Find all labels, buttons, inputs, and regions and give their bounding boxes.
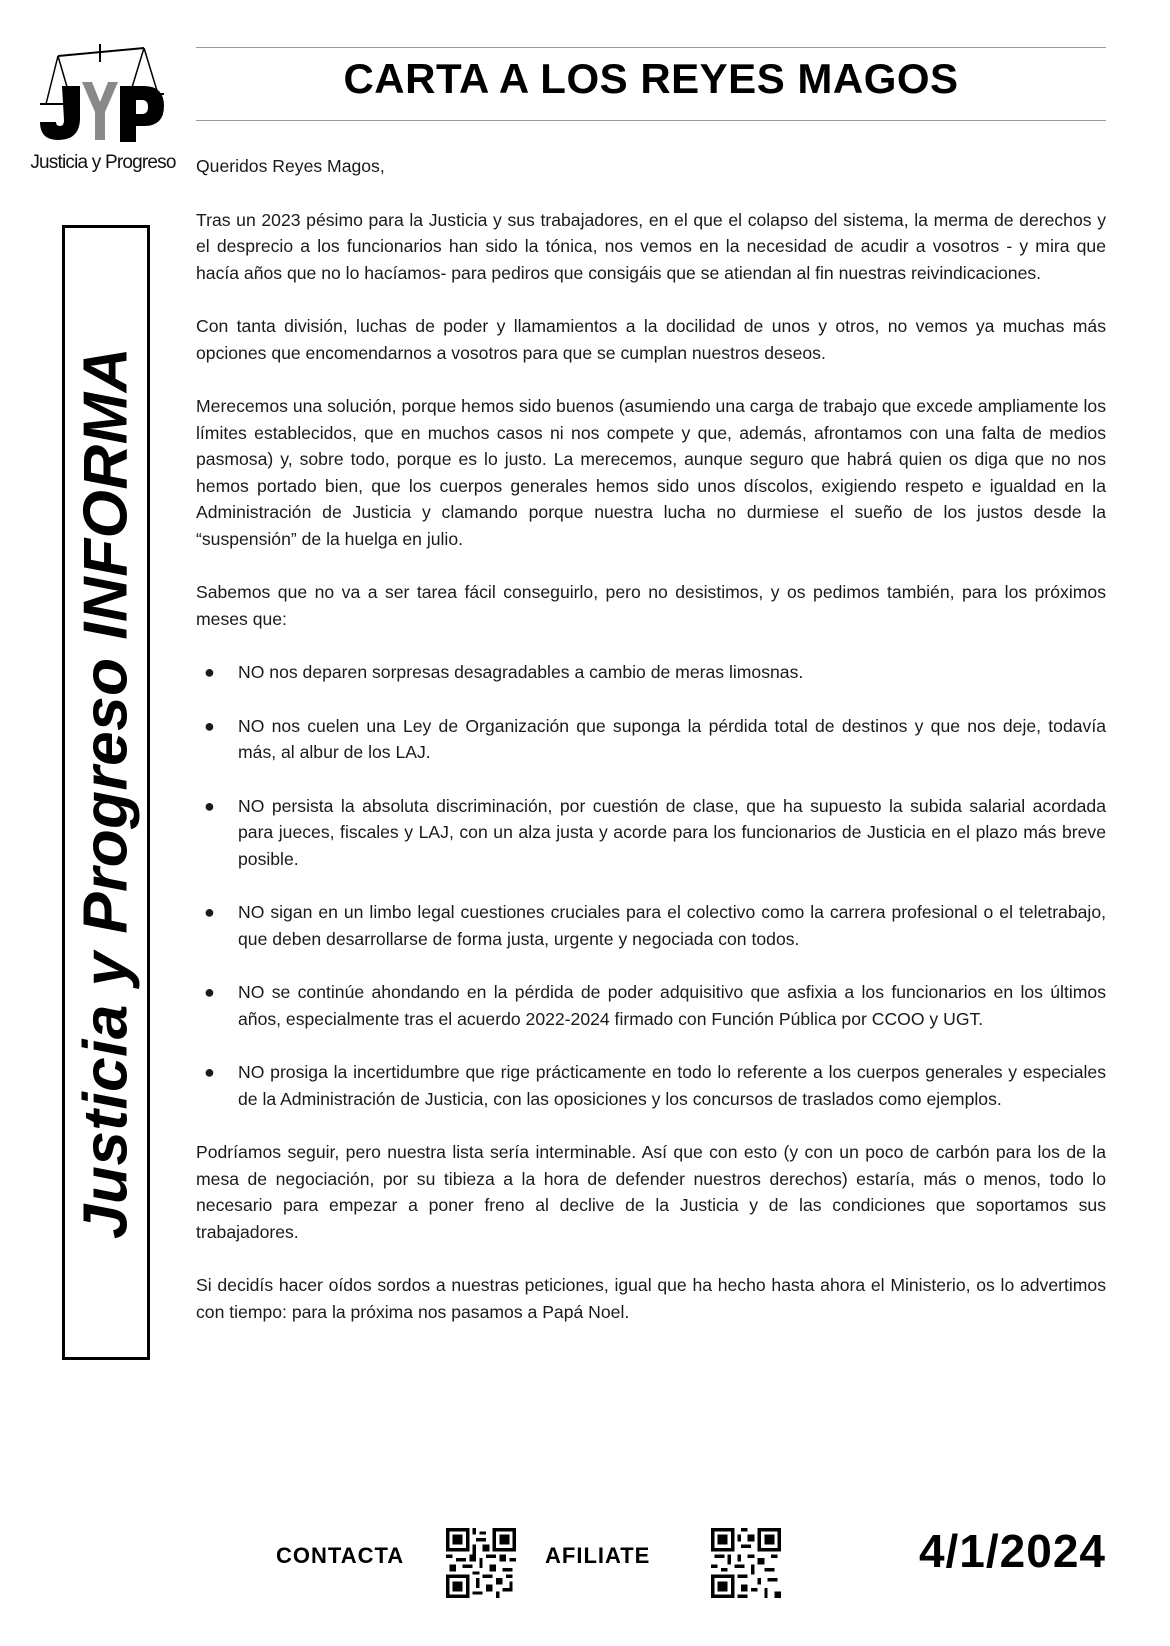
- letter-paragraph: Con tanta división, luchas de poder y llamamientos a la docilidad de unos y otros, no vemos ya muchas más opciones que encomendarnos a vosotros para que se cumplan nuestros deseos.: [196, 316, 1106, 363]
- list-item: [196, 899, 1106, 952]
- list-item: [196, 793, 1106, 873]
- list-item: [196, 713, 1106, 766]
- list-item: [196, 979, 1106, 1032]
- bullet-icon: ●: [204, 1062, 215, 1082]
- list-item: [196, 1059, 1106, 1112]
- side-banner: [62, 225, 150, 1360]
- bullet-icon: ●: [204, 902, 215, 922]
- page-title: CARTA A LOS REYES MAGOS: [343, 55, 959, 102]
- list-item-text: NO nos deparen sorpresas desagradables a cambio de meras limosnas.: [238, 662, 804, 682]
- contact-label: CONTACTA: [276, 1543, 405, 1568]
- header-bottom-rule: [196, 120, 1106, 121]
- publication-date: 4/1/2024: [918, 1525, 1106, 1577]
- letter-paragraph: Podríamos seguir, pero nuestra lista sería interminable. Así que con esto (y con un poco de carbón para los de la mesa de negociación, por su tibieza a la hora de defender nuestros derechos) estaría, más o menos, todo lo necesario para empezar a poner freno al declive de la Justicia y de las condiciones que soportamos sus trabajadores.: [196, 1142, 1106, 1242]
- bullet-icon: ●: [204, 662, 215, 682]
- list-item-text: NO prosiga la incertidumbre que rige prácticamente en todo lo referente a los cuerpos generales y especiales de la Administración de Justicia, con las oposiciones y los concursos de traslados como ejemplos.: [238, 1062, 1106, 1109]
- letter-paragraph: Sabemos que no va a ser tarea fácil conseguirlo, pero no desistimos, y os pedimos también, para los próximos meses que:: [196, 582, 1106, 629]
- list-item-text: NO nos cuelen una Ley de Organización que suponga la pérdida total de destinos y que nos deje, todavía más, al albur de los LAJ.: [238, 715, 1106, 762]
- bullet-icon: ●: [204, 715, 215, 736]
- letter-paragraph: Merecemos una solución, porque hemos sido buenos (asumiendo una carga de trabajo que excede ampliamente los límites establecidos, que en muchos casos ni nos compete y que, además, afrontamos con una falta de medios pasmosa) y, sobre todo, porque es lo justo. La merecemos, aunque seguro que habrá quien os diga que no nos hemos portado bien, que los cuerpos generales hemos sido unos díscolos, exigiendo respeto e igualdad en la Administración de Justicia y clamando porque nuestra lucha no durmiese el sueño de los justos desde la “suspensión” de la huelga en julio.: [196, 396, 1106, 549]
- scales-jyp-icon: [36, 42, 170, 150]
- join-label: AFILIATE: [545, 1543, 651, 1568]
- organization-logo: [28, 42, 178, 182]
- list-item-text: NO sigan en un limbo legal cuestiones cruciales para el colectivo como la carrera profesional o el teletrabajo, que deben desarrollarse de forma justa, urgente y negociada con todos.: [238, 902, 1106, 949]
- join-qr-code-icon[interactable]: [711, 1528, 781, 1598]
- letter-salutation: Queridos Reyes Magos,: [196, 156, 385, 176]
- logo-caption: Justicia y Progreso: [30, 152, 176, 173]
- letter-body: [196, 153, 1106, 1352]
- list-item: [196, 659, 1106, 686]
- side-banner-text: Justicia y Progreso INFORMA: [71, 346, 141, 1239]
- letter-paragraph: Si decidís hacer oídos sordos a nuestras peticiones, igual que ha hecho hasta ahora el Ministerio, os lo advertimos con tiempo: para la próxima nos pasamos a Papá Noel.: [196, 1275, 1106, 1322]
- bullet-icon: ●: [204, 795, 215, 816]
- list-item-text: NO persista la absoluta discriminación, por cuestión de clase, que ha supuesto la subida salarial acordada para jueces, fiscales y LAJ, con un alza justa y acorde para los funcionarios de Justicia en el plazo más breve posible.: [238, 795, 1106, 869]
- list-item-text: NO se continúe ahondando en la pérdida de poder adquisitivo que asfixia a los funcionarios en los últimos años, especialmente tras el acuerdo 2022-2024 firmado con Función Pública por CCOO y UGT.: [238, 982, 1106, 1029]
- letter-paragraph: Tras un 2023 pésimo para la Justicia y sus trabajadores, en el que el colapso del sistema, la merma de derechos y el desprecio a los funcionarios han sido la tónica, nos vemos en la necesidad de acudir a vosotros - y mira que hacía años que no lo hacíamos- para pediros que consigáis que se atiendan al fin nuestras reivindicaciones.: [196, 209, 1106, 283]
- wish-list: [196, 659, 1106, 1112]
- contact-qr-code-icon[interactable]: [446, 1528, 516, 1598]
- bullet-icon: ●: [204, 982, 215, 1002]
- header-top-rule: [196, 47, 1106, 48]
